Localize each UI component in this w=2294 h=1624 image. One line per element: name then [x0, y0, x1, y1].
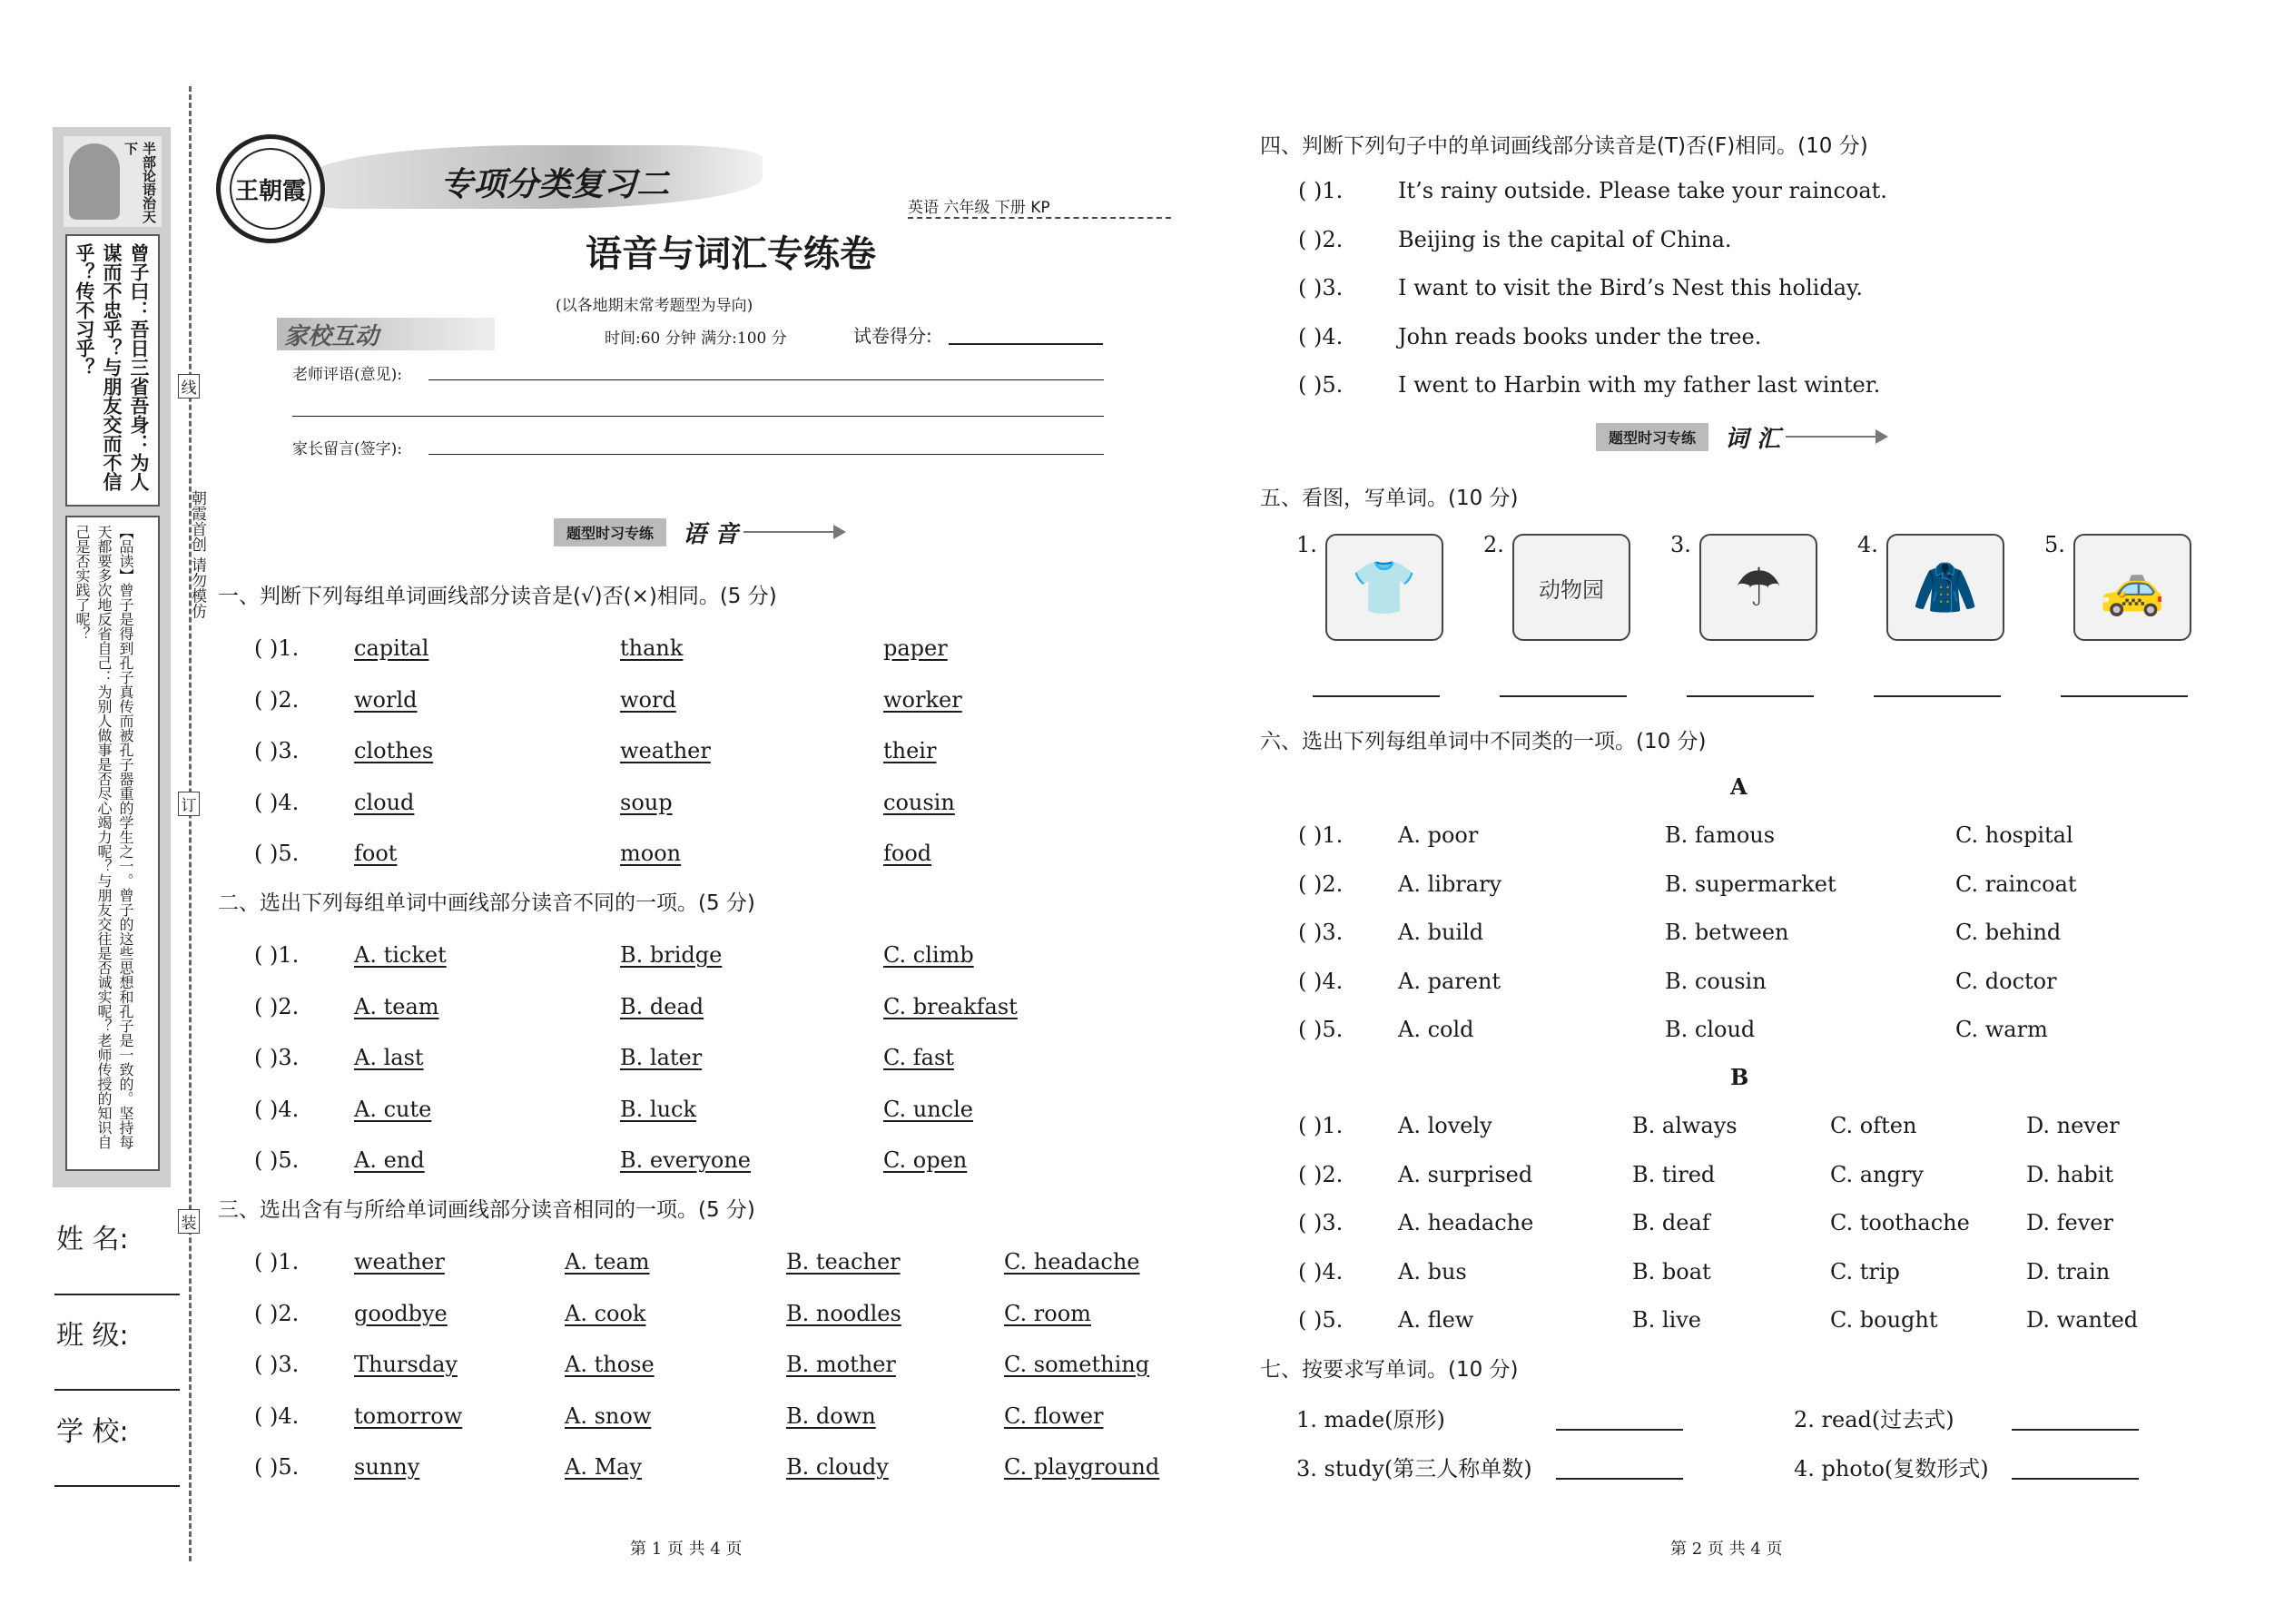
- picture-number: 5.: [2044, 532, 2065, 557]
- answer-blank[interactable]: ( )3.: [1298, 275, 1344, 300]
- option-c: C. headache: [1004, 1249, 1140, 1275]
- option-b: B. famous: [1665, 822, 1776, 848]
- answer-blank[interactable]: ( )5.: [1298, 1017, 1344, 1042]
- umbrella-icon: ☂: [1699, 534, 1817, 641]
- phonics-badge-title: 语 音: [683, 520, 739, 548]
- option-c: C. trip: [1830, 1258, 1900, 1284]
- answer-blank[interactable]: ( )3.: [254, 1352, 300, 1377]
- main-title: 语音与词汇专练卷: [586, 232, 876, 275]
- brand-logo: [216, 134, 325, 243]
- option-b: B. dead: [620, 993, 704, 1019]
- logo-text: 王朝霞: [230, 148, 311, 230]
- class-label: 班 级:: [56, 1320, 129, 1352]
- group-b-label: B: [1730, 1064, 1749, 1090]
- option-a: clothes: [354, 738, 434, 763]
- answer-blank[interactable]: ( )5.: [254, 841, 300, 866]
- option-b: B. noodles: [786, 1300, 901, 1326]
- option-c: C. angry: [1830, 1161, 1924, 1187]
- arrow-icon: [1786, 436, 1886, 438]
- cut-label-ding: 订: [178, 792, 200, 816]
- option-c: C. playground: [1004, 1454, 1160, 1480]
- answer-blank[interactable]: ( )4.: [1298, 968, 1344, 994]
- sentence: John reads books under the tree.: [1398, 323, 1762, 349]
- vocab-badge-title: 词 汇: [1725, 425, 1781, 453]
- option-d: D. never: [2026, 1113, 2120, 1138]
- picture-number: 4.: [1857, 532, 1878, 557]
- quote-text: 曾子曰：吾日三省吾身：为人谋而不忠乎？与朋友交而不信乎？传不习乎？: [74, 243, 150, 491]
- option-a: A. build: [1398, 920, 1484, 945]
- answer-blank[interactable]: ( )1.: [254, 942, 300, 968]
- option-a: cloud: [354, 789, 415, 815]
- given-word: sunny: [354, 1454, 420, 1480]
- option-c: C. room: [1004, 1300, 1091, 1326]
- picture-number: 2.: [1483, 532, 1504, 557]
- subject-tag: 英语 六年级 下册 KP: [908, 194, 1171, 219]
- side-note: 朝霞首创 请勿模仿: [188, 490, 206, 619]
- reading-box: [65, 516, 160, 1171]
- picture-number: 1.: [1296, 532, 1317, 557]
- section2-title: 二、选出下列每组单词中画线部分读音不同的一项。(5 分): [218, 891, 755, 915]
- option-a: A. May: [565, 1454, 643, 1480]
- word-prompt: 4. photo(复数形式): [1794, 1456, 1989, 1481]
- answer-blank[interactable]: ( )2.: [1298, 1161, 1344, 1187]
- option-a: foot: [354, 841, 398, 866]
- school-label: 学 校:: [56, 1416, 129, 1448]
- option-c: C. hospital: [1955, 822, 2073, 848]
- given-word: Thursday: [354, 1352, 458, 1377]
- option-c: C. often: [1830, 1113, 1917, 1138]
- option-b: B. mother: [786, 1352, 896, 1377]
- sub-title: 专项分类复习二: [440, 166, 670, 203]
- score-label: 试卷得分:: [853, 325, 932, 347]
- answer-blank[interactable]: ( )1.: [1298, 178, 1344, 203]
- option-b: B. later: [620, 1045, 703, 1070]
- word-answer-line[interactable]: [2012, 1429, 2139, 1431]
- answer-blank[interactable]: ( )3.: [254, 1045, 300, 1070]
- answer-line[interactable]: [1313, 695, 1440, 697]
- option-a: world: [354, 686, 418, 713]
- answer-blank[interactable]: ( )2.: [254, 1300, 300, 1326]
- answer-line[interactable]: [1500, 695, 1627, 697]
- answer-blank[interactable]: ( )4.: [1298, 1258, 1344, 1284]
- option-a: A. cute: [354, 1096, 432, 1122]
- option-b: B. cloud: [1665, 1017, 1756, 1042]
- answer-blank[interactable]: ( )4.: [254, 789, 300, 815]
- option-b: weather: [620, 738, 711, 763]
- taxi-icon: 🚕: [2073, 534, 2191, 641]
- option-b: B. cloudy: [786, 1454, 889, 1480]
- school-input[interactable]: [54, 1485, 180, 1487]
- answer-blank[interactable]: ( )5.: [254, 1147, 300, 1173]
- page1-footer: 第 1 页 共 4 页: [630, 1540, 743, 1559]
- option-c: C. behind: [1955, 920, 2062, 945]
- option-a: A. surprised: [1398, 1161, 1533, 1187]
- answer-blank[interactable]: ( )2.: [254, 686, 300, 713]
- option-a: A. last: [354, 1045, 424, 1070]
- option-b: B. deaf: [1632, 1210, 1710, 1235]
- option-a: A. ticket: [354, 942, 447, 968]
- teacher-comment-line2[interactable]: [292, 416, 1104, 417]
- answer-blank[interactable]: ( )3.: [254, 738, 300, 763]
- word-answer-line[interactable]: [2012, 1478, 2139, 1480]
- picture-number: 3.: [1670, 532, 1691, 557]
- section1-title: 一、判断下列每组单词画线部分读音是(√)否(×)相同。(5 分): [218, 585, 777, 608]
- answer-line[interactable]: [1687, 695, 1814, 697]
- option-c: C. breakfast: [883, 993, 1018, 1019]
- option-d: D. fever: [2026, 1210, 2113, 1235]
- option-d: D. train: [2026, 1258, 2111, 1284]
- option-a: A. team: [565, 1249, 650, 1275]
- sentence: Beijing is the capital of China.: [1398, 226, 1732, 252]
- option-b: B. luck: [620, 1096, 697, 1122]
- sentence: I went to Harbin with my father last winter.: [1398, 372, 1881, 398]
- answer-blank[interactable]: ( )5.: [254, 1454, 300, 1480]
- option-a: A. headache: [1398, 1210, 1534, 1235]
- word-prompt: 1. made(原形): [1296, 1407, 1445, 1432]
- option-c: C. doctor: [1955, 968, 2057, 994]
- name-label: 姓 名:: [56, 1224, 129, 1255]
- option-b: B. everyone: [620, 1147, 751, 1173]
- option-d: D. habit: [2026, 1161, 2114, 1187]
- zoo-icon: 动物园: [1512, 534, 1630, 641]
- given-word: weather: [354, 1249, 445, 1275]
- phonics-badge-label: 题型时习专练: [554, 518, 666, 546]
- option-c: C. raincoat: [1955, 871, 2077, 897]
- option-a: A. end: [354, 1147, 425, 1173]
- answer-blank[interactable]: ( )2.: [254, 993, 300, 1019]
- option-b: B. tired: [1632, 1161, 1716, 1187]
- cut-label-xian: 线: [178, 374, 200, 399]
- option-a: A. those: [565, 1352, 655, 1377]
- option-d: D. wanted: [2026, 1307, 2139, 1333]
- name-input[interactable]: [54, 1294, 180, 1295]
- answer-blank[interactable]: ( )4.: [254, 1403, 300, 1429]
- option-c: C. bought: [1830, 1307, 1938, 1333]
- word-answer-line[interactable]: [1556, 1478, 1683, 1480]
- option-a: A. parent: [1398, 968, 1501, 994]
- parent-comment-input[interactable]: [428, 454, 1104, 455]
- option-c: worker: [883, 686, 962, 713]
- answer-blank[interactable]: ( )5.: [1298, 1307, 1344, 1333]
- option-b: B. teacher: [786, 1249, 901, 1275]
- confucius-avatar: [69, 143, 120, 220]
- answer-blank[interactable]: ( )3.: [1298, 920, 1344, 945]
- vocab-badge: [1596, 422, 1886, 451]
- answer-blank[interactable]: ( )1.: [1298, 1113, 1344, 1138]
- cut-line: [189, 86, 192, 1561]
- answer-blank[interactable]: ( )1.: [254, 1249, 300, 1275]
- teacher-comment-input[interactable]: [428, 379, 1104, 380]
- option-a: A. poor: [1398, 822, 1479, 848]
- word-answer-line[interactable]: [1556, 1429, 1683, 1431]
- section5-title: 五、看图，写单词。(10 分): [1260, 487, 1519, 510]
- answer-blank[interactable]: ( )1.: [254, 635, 300, 661]
- answer-blank[interactable]: ( )5.: [1298, 372, 1344, 398]
- quote-box: [65, 234, 160, 507]
- home-school-badge: 家校互动: [277, 318, 495, 350]
- section4-title: 四、判断下列句子中的单词画线部分读音是(T)否(F)相同。(10 分): [1260, 134, 1868, 158]
- option-a: A. team: [354, 993, 439, 1019]
- option-b: B. between: [1665, 920, 1789, 945]
- cut-label-zhuang: 装: [178, 1209, 200, 1234]
- guide-text: (以各地期末常考题型为导向): [556, 297, 753, 315]
- sentence: I want to visit the Bird’s Nest this holiday.: [1398, 275, 1864, 300]
- option-c: food: [883, 841, 932, 866]
- answer-blank[interactable]: ( )2.: [1298, 871, 1344, 897]
- option-c: their: [883, 738, 937, 763]
- phonics-badge: [554, 517, 844, 546]
- option-a: A. cold: [1398, 1017, 1474, 1042]
- group-a-label: A: [1730, 773, 1748, 800]
- option-c: C. toothache: [1830, 1210, 1970, 1235]
- option-a: A. library: [1398, 871, 1502, 897]
- section7-title: 七、按要求写单词。(10 分): [1260, 1358, 1519, 1382]
- section3-title: 三、选出含有与所给单词画线部分读音相同的一项。(5 分): [218, 1198, 755, 1222]
- option-b: B. always: [1632, 1113, 1738, 1138]
- page2-footer: 第 2 页 共 4 页: [1670, 1540, 1783, 1559]
- option-b: B. supermarket: [1665, 871, 1836, 897]
- time-info: 时间:60 分钟 满分:100 分: [605, 330, 787, 348]
- option-c: cousin: [883, 789, 955, 815]
- option-c: C. flower: [1004, 1403, 1104, 1429]
- sidebar-title: 半部论语治天下: [123, 142, 157, 223]
- option-a: A. lovely: [1398, 1113, 1492, 1138]
- option-b: B. boat: [1632, 1258, 1711, 1284]
- option-b: B. cousin: [1665, 968, 1767, 994]
- option-b: thank: [620, 635, 684, 661]
- answer-line[interactable]: [2061, 695, 2188, 697]
- arrow-icon: [743, 531, 844, 533]
- option-c: C. fast: [883, 1045, 954, 1070]
- option-c: C. climb: [883, 942, 974, 968]
- reading-text: 【品读】曾子是得到孔子真传而被孔子器重的学生之一。曾子的这些思想和孔子是一致的。坚持每天都要多次地反省自己：为别人做事是否尽心竭力呢？与朋友交往是否诚实呢？老师传授的知识自己是否实践了呢？: [74, 525, 134, 1149]
- answer-blank[interactable]: ( )4.: [1298, 323, 1344, 349]
- vocab-badge-label: 题型时习专练: [1596, 423, 1708, 451]
- option-b: soup: [620, 789, 673, 815]
- jacket-icon: 🧥: [1886, 534, 2004, 641]
- option-a: A. cook: [565, 1300, 646, 1326]
- given-word: tomorrow: [354, 1403, 463, 1429]
- sentence: It’s rainy outside. Please take your raincoat.: [1398, 178, 1887, 203]
- option-b: B. bridge: [620, 942, 723, 968]
- option-c: C. warm: [1955, 1017, 2048, 1042]
- answer-blank[interactable]: ( )3.: [1298, 1210, 1344, 1235]
- score-input[interactable]: [949, 343, 1103, 345]
- word-prompt: 3. study(第三人称单数): [1296, 1456, 1532, 1481]
- option-b: word: [620, 686, 676, 713]
- option-a: A. snow: [565, 1403, 652, 1429]
- parent-comment-label: 家长留言(签字):: [292, 440, 402, 458]
- answer-blank[interactable]: ( )1.: [1298, 822, 1344, 848]
- word-prompt: 2. read(过去式): [1794, 1407, 1954, 1432]
- answer-line[interactable]: [1874, 695, 2001, 697]
- class-input[interactable]: [54, 1389, 180, 1391]
- section6-title: 六、选出下列每组单词中不同类的一项。(10 分): [1260, 730, 1707, 753]
- option-b: B. down: [786, 1403, 876, 1429]
- option-b: B. live: [1632, 1307, 1702, 1333]
- answer-blank[interactable]: ( )2.: [1298, 226, 1344, 252]
- teacher-comment-label: 老师评语(意见):: [292, 366, 402, 384]
- option-a: capital: [354, 635, 429, 661]
- given-word: goodbye: [354, 1300, 448, 1326]
- option-a: A. flew: [1398, 1307, 1474, 1333]
- option-c: C. something: [1004, 1352, 1150, 1377]
- option-c: C. uncle: [883, 1096, 973, 1122]
- sweater-icon: 👕: [1325, 534, 1443, 641]
- option-c: paper: [883, 635, 948, 661]
- answer-blank[interactable]: ( )4.: [254, 1096, 300, 1122]
- option-b: moon: [620, 841, 682, 866]
- option-c: C. open: [883, 1147, 968, 1173]
- sidebar-header: [64, 136, 162, 227]
- option-a: A. bus: [1398, 1258, 1467, 1284]
